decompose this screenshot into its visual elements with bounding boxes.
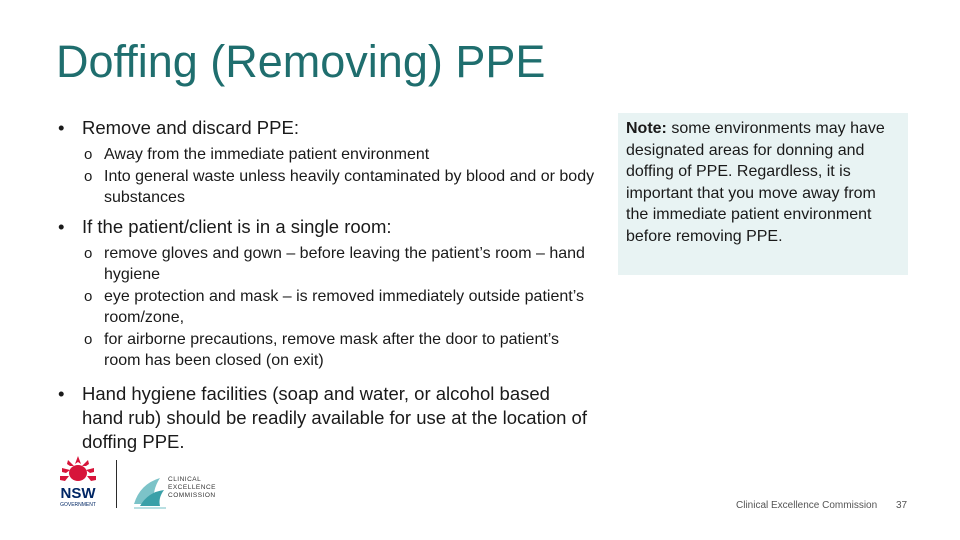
bullet-marker: • [58,117,65,138]
bullet-text: Hand hygiene facilities (soap and water, or alcohol based hand rub) should be readily available for use at the location of doffing PPE. [82,382,587,452]
page-number: 37 [896,500,908,511]
bullet-item [56,382,596,454]
sub-bullet-text: Into general waste unless heavily contaminated by blood and or body substances [104,167,595,206]
slide-title: Doffing (Removing) PPE [56,36,546,87]
sub-bullet-item [56,286,596,329]
sub-bullet-text: Away from the immediate patient environment [104,146,430,163]
sub-bullet-item [56,329,596,372]
cec-logo-text [168,476,216,500]
sub-bullet-marker: o [84,287,93,305]
cec-logo-line: EXCELLENCE [168,484,216,491]
sub-bullet-marker: o [84,146,93,163]
sub-bullet-item [56,166,596,209]
footer-organization: Clinical Excellence Commission [736,500,878,511]
bullet-item [56,215,596,239]
nsw-logo-text: NSW [60,485,96,502]
cec-logo-line: COMMISSION [168,492,216,499]
bullet-marker: • [58,382,65,404]
sub-bullet-item [56,144,596,166]
bullet-text: Remove and discard PPE: [82,117,299,138]
sub-bullet-text: eye protection and mask – is removed immediately outside patient’s room/zone, [104,287,584,326]
nsw-government-logo [50,454,106,510]
nsw-logo-subtext: GOVERNMENT [60,502,96,508]
sub-bullet-marker: o [84,167,93,185]
bullet-item [56,116,596,140]
bullet-marker: • [58,215,65,237]
sub-bullet-text: remove gloves and gown – before leaving the patient’s room – hand hygiene [104,244,585,283]
logo-divider [116,460,117,508]
note-text: some environments may have designated areas for donning and doffing of PPE. Regardless, it is important that you move away from the immediate patient environment before removing PPE. [626,120,885,245]
sub-bullet-marker: o [84,244,93,262]
sub-bullet-item [56,243,596,286]
cec-logo-line: CLINICAL [168,476,202,483]
sub-bullet-text: for airborne precautions, remove mask after the door to patient’s room has been closed (on exit) [104,330,560,369]
bullet-list [56,116,596,454]
sub-bullet-marker: o [84,330,93,348]
note-label: Note: [626,120,667,137]
note-box [618,113,908,275]
waratah-icon [60,456,96,481]
bullet-text: If the patient/client is in a single room: [82,215,392,237]
